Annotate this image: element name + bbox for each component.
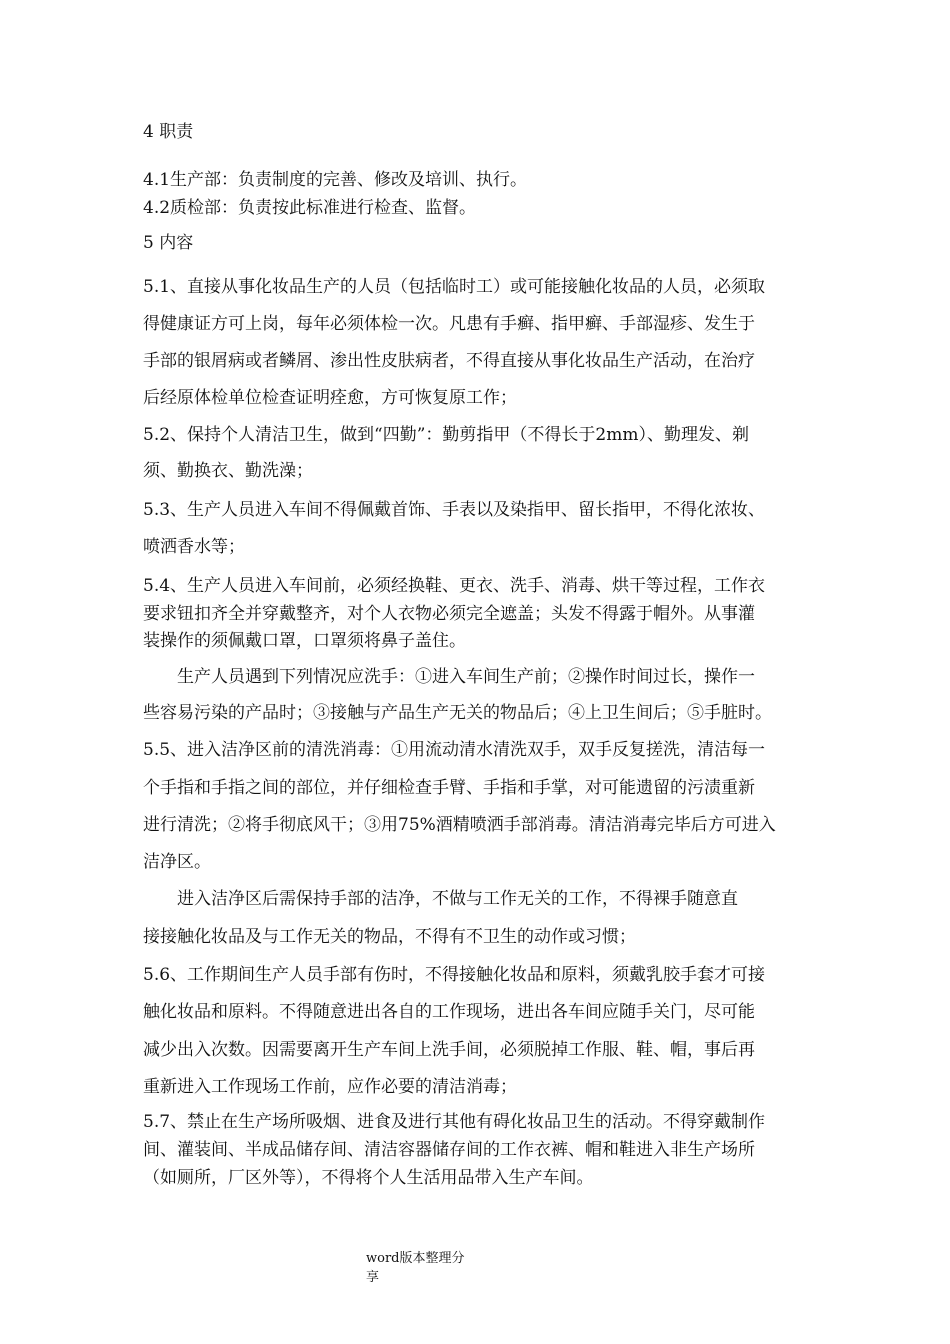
text-line: 5.2、保持个人清洁卫生，做到“四勤”：勤剪指甲（不得长于2mm）、勤理发、剃 [143, 425, 749, 445]
text-line: 洁净区。 [143, 852, 211, 872]
text-line: 5.4、生产人员进入车间前，必须经换鞋、更衣、洗手、消毒、烘干等过程，工作衣 [143, 576, 766, 596]
text-line: （如厕所，厂区外等），不得将个人生活用品带入生产车间。 [143, 1168, 594, 1188]
text-line: 5.1、直接从事化妆品生产的人员（包括临时工）或可能接触化妆品的人员，必须取 [143, 277, 766, 297]
text-line: 后经原体检单位检查证明痊愈，方可恢复原工作； [143, 388, 517, 408]
text-line: 5.7、禁止在生产场所吸烟、进食及进行其他有碍化妆品卫生的活动。不得穿戴制作 [143, 1112, 766, 1132]
text-line: 生产人员遇到下列情况应洗手：①进入车间生产前；②操作时间过长，操作一 [177, 667, 755, 687]
text-line: 4.2质检部：负责按此标准进行检查、监督。 [143, 198, 477, 218]
text-line: 5.3、生产人员进入车间不得佩戴首饰、手表以及染指甲、留长指甲，不得化浓妆、 [143, 500, 766, 520]
text-line: 些容易污染的产品时；③接触与产品生产无关的物品后；④上卫生间后；⑤手脏时。 [143, 703, 772, 723]
text-line: 5.5、进入洁净区前的清洗消毒：①用流动清水清洗双手，双手反复搓洗，清洁每一 [143, 740, 766, 760]
text-line: 进行清洗；②将手彻底风干；③用75%酒精喷洒手部消毒。清洁消毒完毕后方可进入 [143, 815, 776, 835]
footer-text-line1: word版本整理分 [366, 1251, 465, 1266]
footer-text-line2: 享 [366, 1270, 380, 1285]
text-line: 减少出入次数。因需要离开生产车间上洗手间，必须脱掉工作服、鞋、帽，事后再 [143, 1040, 755, 1060]
text-line: 须、勤换衣、勤洗澡； [143, 461, 313, 481]
text-line: 触化妆品和原料。不得随意进出各自的工作现场，进出各车间应随手关门，尽可能 [143, 1002, 755, 1022]
text-line: 5.6、工作期间生产人员手部有伤时，不得接触化妆品和原料，须戴乳胶手套才可接 [143, 965, 766, 985]
section-heading-4: 4 职责 [143, 122, 194, 142]
section-heading-5: 5 内容 [143, 233, 194, 253]
text-line: 进入洁净区后需保持手部的洁净，不做与工作无关的工作，不得裸手随意直 [177, 889, 738, 909]
text-line: 个手指和手指之间的部位，并仔细检查手臂、手指和手掌，对可能遗留的污渍重新 [143, 778, 755, 798]
text-line: 得健康证方可上岗，每年必须体检一次。凡患有手癣、指甲癣、手部湿疹、发生于 [143, 314, 755, 334]
text-line: 手部的银屑病或者鳞屑、渗出性皮肤病者，不得直接从事化妆品生产活动，在治疗 [143, 351, 755, 371]
text-line: 重新进入工作现场工作前，应作必要的清洁消毒； [143, 1077, 517, 1097]
text-line: 要求钮扣齐全并穿戴整齐，对个人衣物必须完全遮盖；头发不得露于帽外。从事灌 [143, 604, 755, 624]
text-line: 接接触化妆品及与工作无关的物品，不得有不卫生的动作或习惯； [143, 927, 636, 947]
text-line: 间、灌装间、半成品储存间、清洁容器储存间的工作衣裤、帽和鞋进入非生产场所 [143, 1140, 755, 1160]
text-line: 喷洒香水等； [143, 537, 245, 557]
text-line: 4.1生产部：负责制度的完善、修改及培训、执行。 [143, 170, 528, 190]
text-line: 装操作的须佩戴口罩，口罩须将鼻子盖住。 [143, 631, 466, 651]
